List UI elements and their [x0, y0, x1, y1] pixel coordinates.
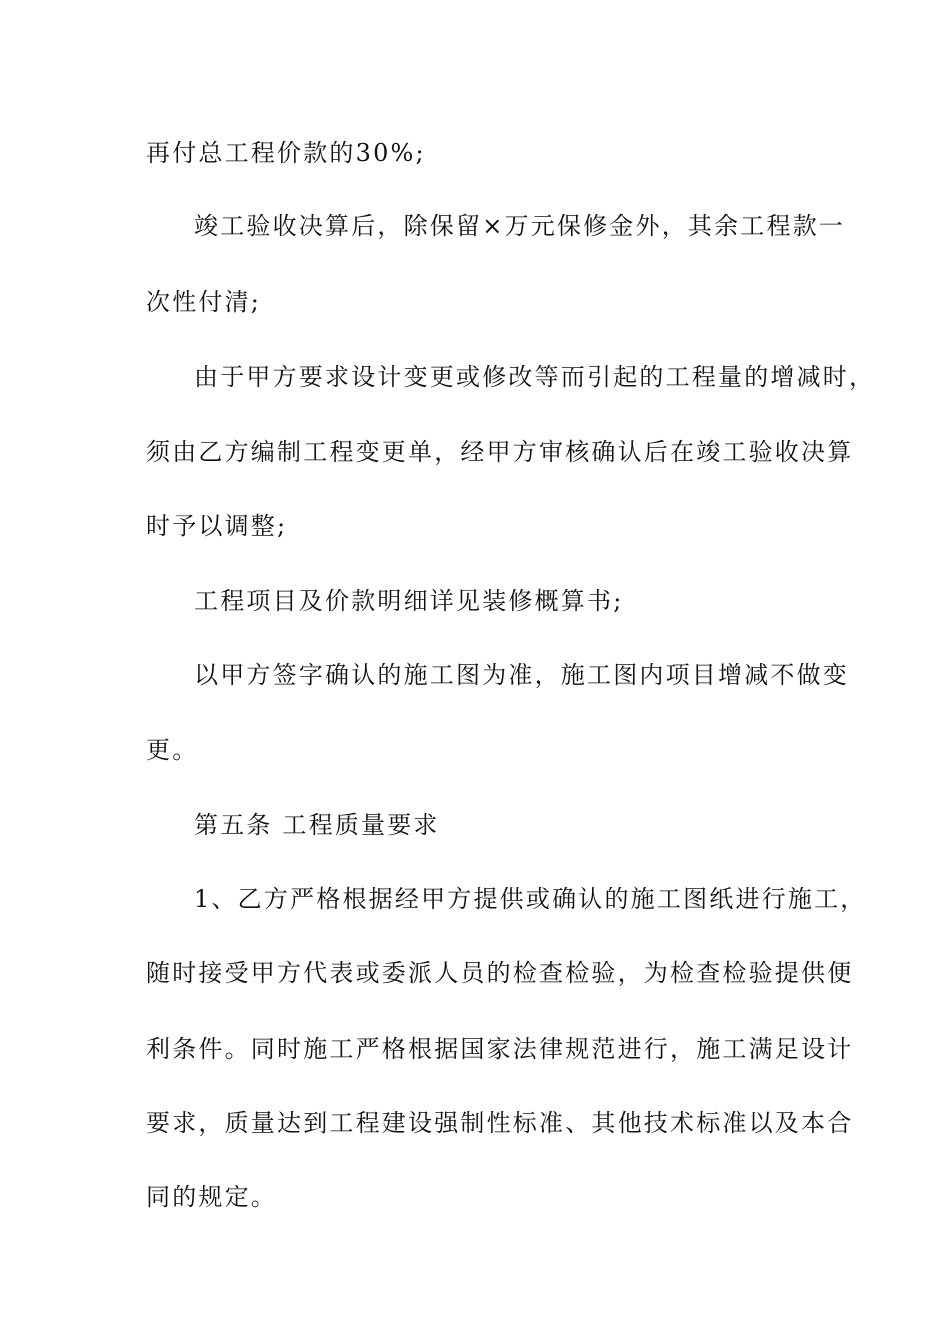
- text-line: 1、乙方严格根据经甲方提供或确认的施工图纸进行施工，: [194, 885, 867, 913]
- text-line: 同的规定。: [146, 1183, 277, 1211]
- text-line: 以甲方签字确认的施工图为准，施工图内项目增减不做变: [194, 661, 849, 689]
- text-line: 工程项目及价款明细详见装修概算书;: [194, 587, 624, 615]
- text-line: 再付总工程价款的30%;: [146, 139, 426, 167]
- text-line: 随时接受甲方代表或委派人员的检查检验，为检查检验提供便: [146, 959, 854, 987]
- text-line: 更。: [146, 736, 199, 764]
- text-line: 竣工验收决算后，除保留×万元保修金外，其余工程款一: [194, 212, 846, 240]
- text-line: 时予以调整;: [146, 512, 288, 540]
- text-line: 要求，质量达到工程建设强制性标准、其他技术标准以及本合: [146, 1109, 854, 1137]
- text-line: 次性付清;: [146, 288, 262, 316]
- text-line: 须由乙方编制工程变更单，经甲方审核确认后在竣工验收决算: [146, 438, 854, 466]
- text-line: 利条件。同时施工严格根据国家法律规范进行，施工满足设计: [146, 1035, 854, 1063]
- section-heading: 第五条 工程质量要求: [194, 811, 440, 839]
- text-line: 由于甲方要求设计变更或修改等而引起的工程量的增减时，: [194, 363, 876, 391]
